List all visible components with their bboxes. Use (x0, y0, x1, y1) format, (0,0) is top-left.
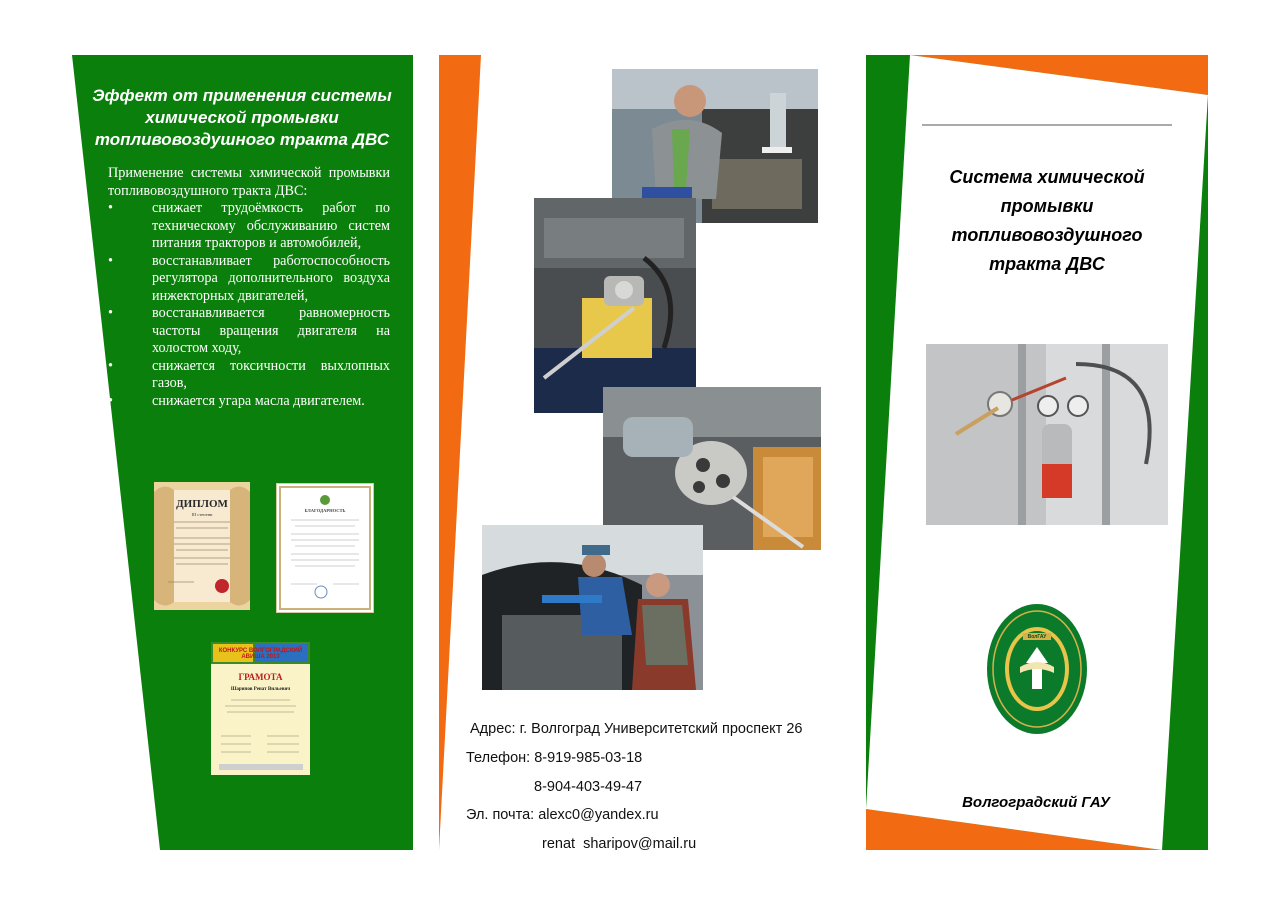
gramota-title: ГРАМОТА (238, 672, 283, 682)
gramota-image (211, 642, 310, 775)
address-text: Адрес: г. Волгоград Университетский проспект 26 (470, 721, 803, 737)
middle-panel (439, 55, 849, 850)
gratitude-image (277, 484, 373, 612)
left-panel (72, 55, 413, 850)
diploma-certificate (154, 482, 250, 610)
bullet-icon: • (108, 305, 113, 321)
email-secondary: renat_sharipov@mail.ru (542, 836, 697, 850)
gramota-banner: КОНКУРС ВОЛГОГРАДСКИЙ АВИША 2013 (218, 648, 303, 660)
phone-secondary: 8-904-403-49-47 (534, 779, 643, 795)
gratitude-title: БЛАГОДАРНОСТЬ (304, 508, 346, 513)
list-item: • снижается угара масла двигателем. (108, 392, 365, 409)
effects-list (108, 200, 390, 410)
right-panel (866, 55, 1208, 850)
university-name: Волгоградский ГАУ (962, 794, 1110, 811)
logo-emblem-icon (986, 603, 1088, 735)
gratitude-certificate (276, 483, 374, 613)
left-panel-title: Эффект от применения системы химической промывки топливовоздушного тракта ДВС (92, 86, 392, 149)
photo-two-mechanics (482, 525, 703, 690)
gramota-person: Шарипов Ренат Вильевич (230, 687, 291, 692)
diploma-degree: III степени (191, 512, 213, 517)
university-logo (986, 603, 1088, 735)
bullet-icon: • (108, 357, 113, 374)
logo-center-text: ВолГАУ (1027, 634, 1047, 640)
device-image (926, 344, 1168, 525)
gramota-certificate (211, 642, 310, 775)
bullet-icon: • (108, 252, 113, 269)
bullet-icon: • (108, 200, 113, 216)
photo-cleaning-device (926, 344, 1168, 525)
intro-paragraph: Применение системы химической промывки топливовоздушного тракта ДВС: (108, 165, 390, 199)
list-item: • восстанавливает работоспособность регулятора дополнительного воздуха инжекторных двигателей, (108, 252, 390, 304)
diploma-title: ДИПЛОМ (176, 498, 228, 510)
list-item: • восстанавливается равномерность частоты вращения двигателя на холостом ходу, (108, 305, 390, 356)
left-panel-text (108, 165, 390, 410)
phone-label: Телефон: 8-919-985-03-18 (466, 750, 643, 766)
list-item: • снижается токсичности выхлопных газов, (108, 357, 390, 391)
photo-engine-bay (534, 198, 696, 413)
brochure-title: Система химической промывки топливовоздушного тракта ДВС (949, 167, 1145, 274)
photo-4-image (482, 525, 703, 690)
email-label: Эл. почта: alexc0@yandex.ru (466, 807, 659, 823)
bullet-icon: • (108, 392, 113, 409)
photo-2-image (534, 198, 696, 413)
list-item: • снижает трудоёмкость работ по техническому обслуживанию систем питания тракторов и автомобилей, (108, 200, 390, 251)
